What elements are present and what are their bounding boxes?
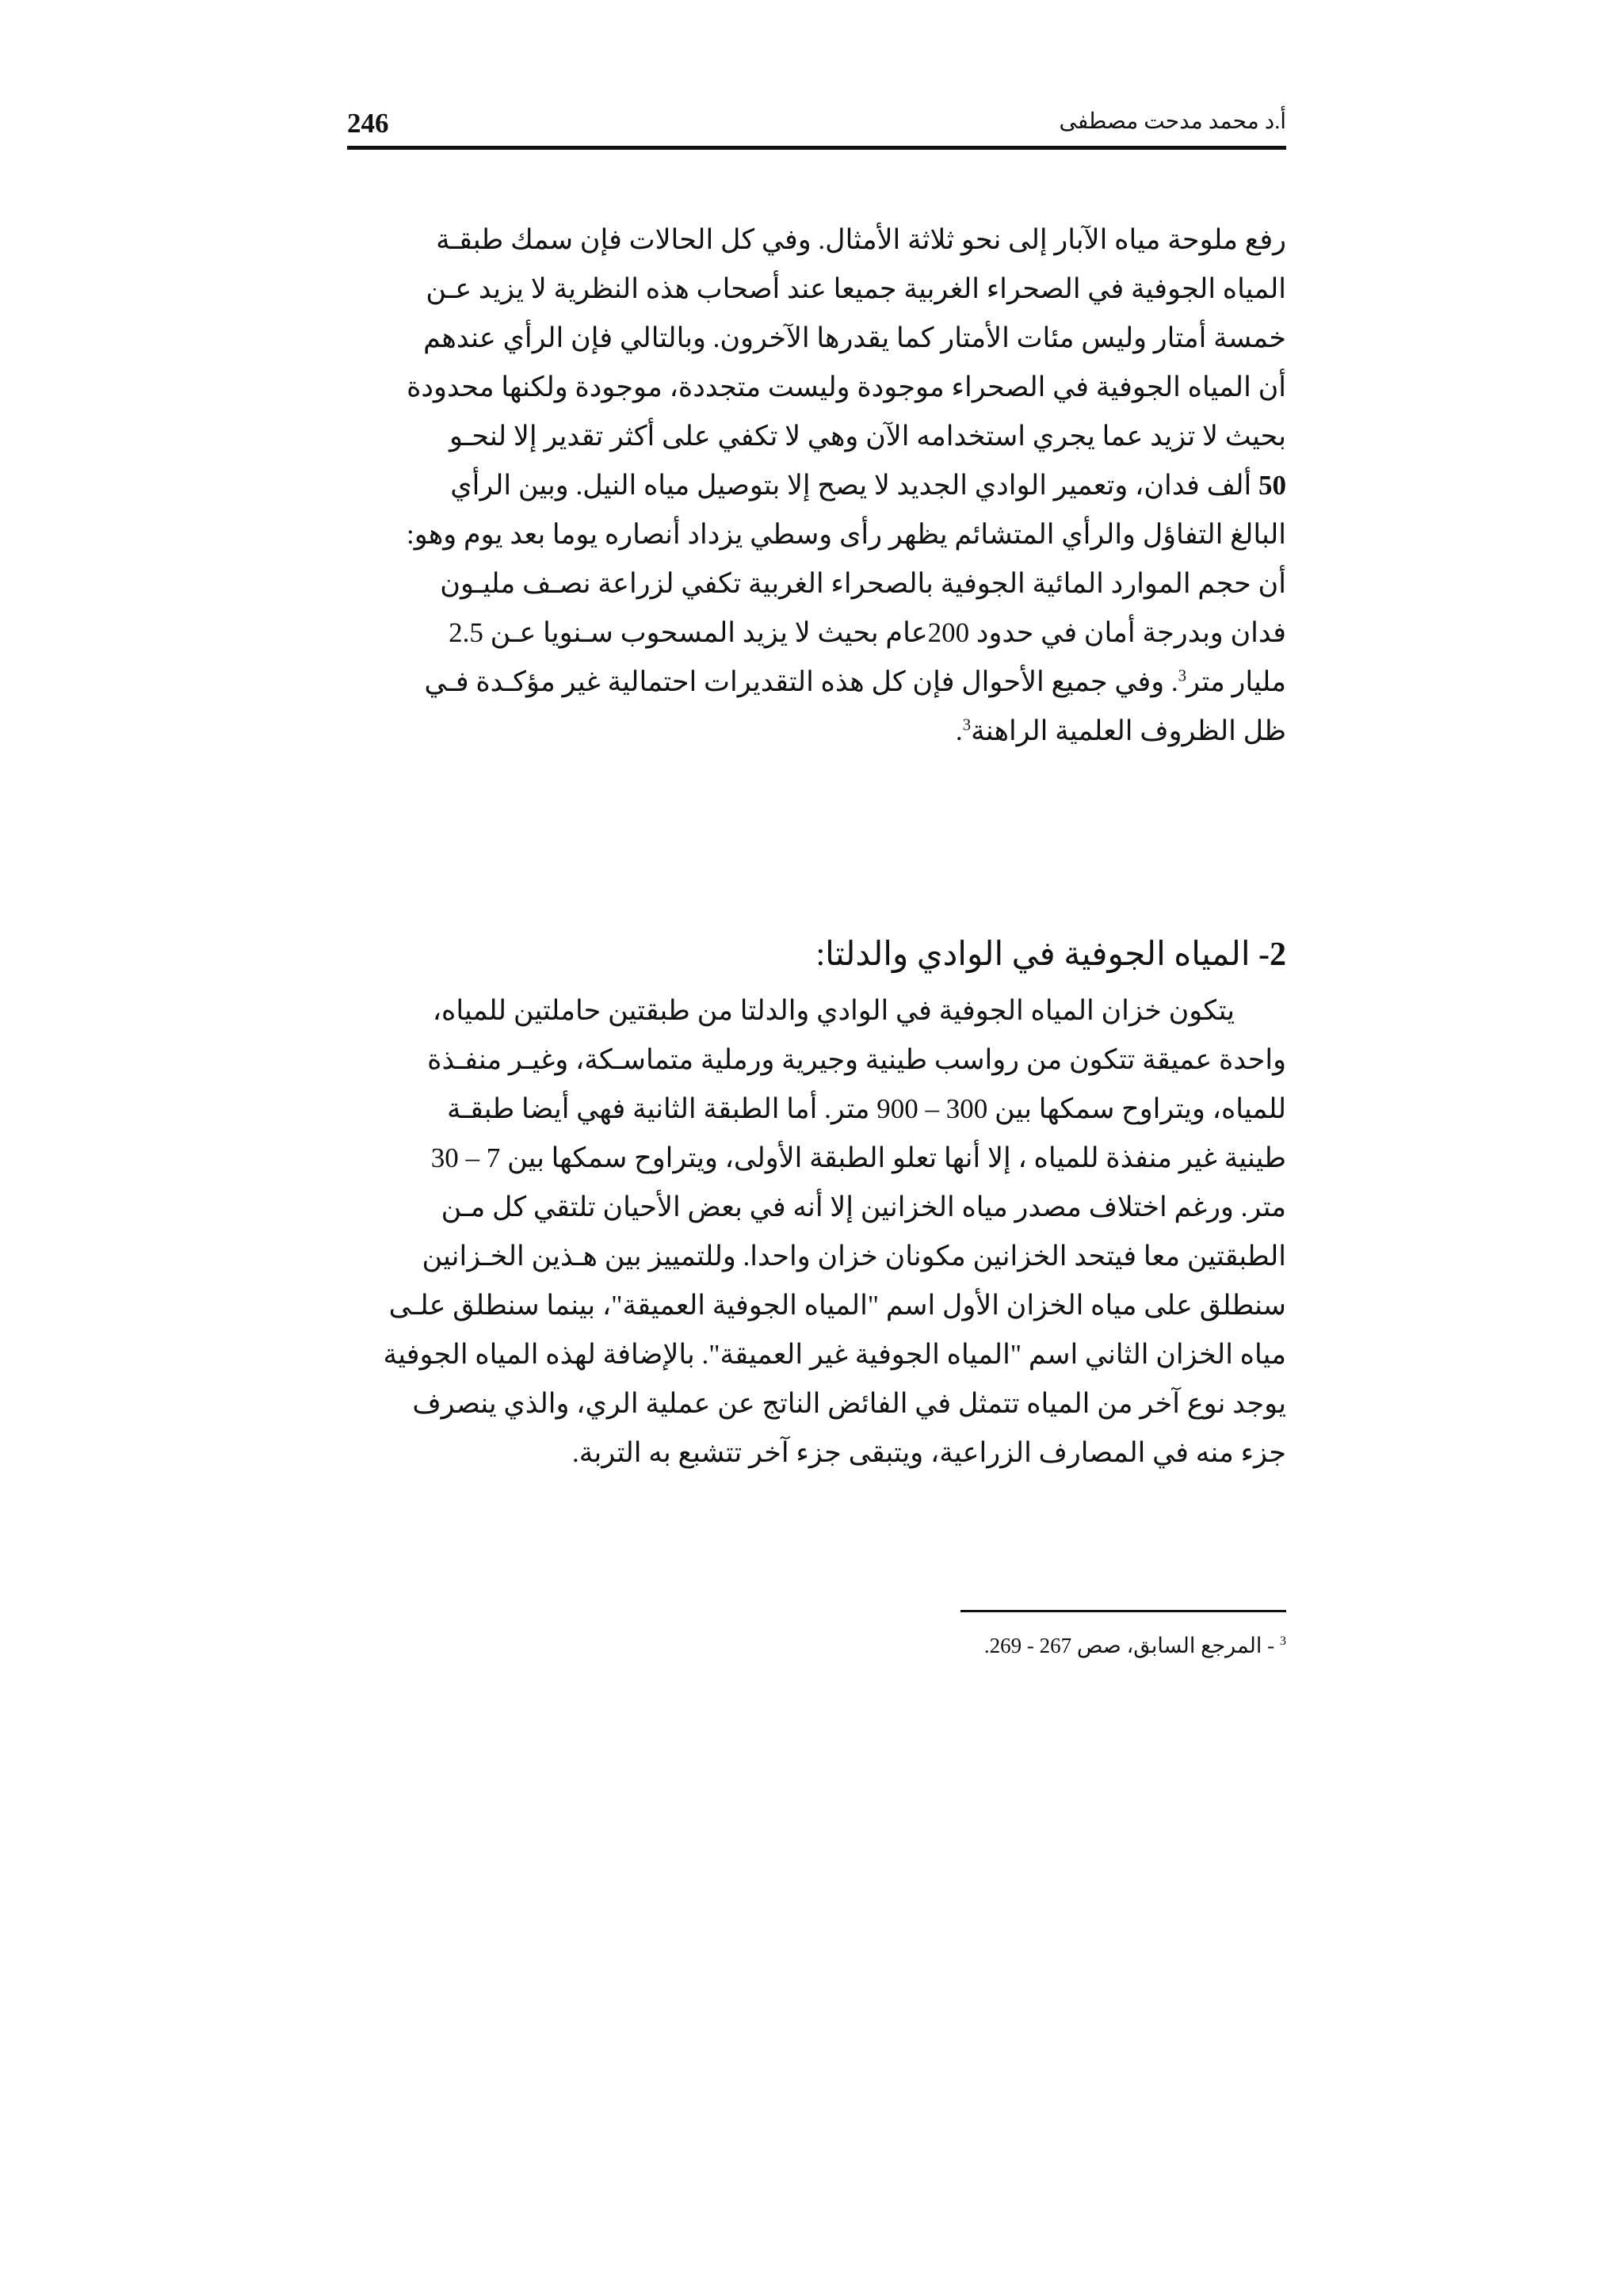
footnote: [347, 1626, 1286, 1665]
text-line: يتكون خزان المياه الجوفية في الوادي والدلتا من طبقتين حاملتين للمياه،: [432, 995, 1235, 1026]
text-line: مياه الخزان الثاني اسم "المياه الجوفية غير العميقة". بالإضافة لهذه المياه الجوفية: [383, 1339, 1286, 1370]
text-line: طينية غير منفذة للمياه ، إلا أنها تعلو الطبقة الأولى، ويتراوح سمكها بين 7 – 30: [430, 1142, 1286, 1173]
paragraph-groundwater-desert: [347, 215, 1286, 756]
text-line: يوجد نوع آخر من المياه تتمثل في الفائض الناتج عن عملية الري، والذي ينصرف: [412, 1388, 1286, 1419]
text-span: .: [955, 715, 963, 746]
page-number: 246: [347, 108, 389, 139]
text-line: أن المياه الجوفية في الصحراء موجودة وليست متجددة، موجودة ولكنها محدودة: [407, 372, 1286, 402]
running-header: [347, 101, 1286, 141]
text-line: [347, 658, 1286, 707]
footnote-ref: 3: [962, 715, 972, 734]
text-line: رفع ملوحة مياه الآبار إلى نحو ثلاثة الأمثال. وفي كل الحالات فإن سمك طبقـة: [436, 224, 1286, 255]
section-title: المياه الجوفية في الوادي والدلتا:: [815, 936, 1258, 973]
text-line: الطبقتين معا فيتحد الخزانين مكونان خزان واحدا. وللتمييز بين هـذين الخـزانين: [422, 1241, 1286, 1272]
text-span: . وفي جميع الأحوال فإن كل هذه التقديرات احتمالية غير مؤكـدة فـي: [424, 666, 1178, 697]
section-heading: [347, 927, 1286, 982]
paragraph-valley-delta: [347, 986, 1286, 1478]
text-span: مليار متر: [1186, 666, 1286, 697]
section-number: 2-: [1258, 936, 1286, 973]
text-line: سنطلق على مياه الخزان الأول اسم "المياه الجوفية العميقة"، بينما سنطلق علـى: [388, 1290, 1286, 1321]
text-line: للمياه، ويتراوح سمكها بين 300 – 900 متر. أما الطبقة الثانية فهي أيضا طبقـة: [447, 1093, 1286, 1124]
text-span: ألف فدان، وتعمير الوادي الجديد لا يصح إلا بتوصيل مياه النيل. وبين الرأي: [450, 470, 1252, 501]
text-line: فدان وبدرجة أمان في حدود 200عام بحيث لا يزيد المسحوب سـنويا عـن 2.5: [449, 617, 1286, 648]
footnote-text: - المرجع السابق، صص 267 - 269.: [983, 1634, 1280, 1657]
footnote-marker: 3: [1279, 1634, 1286, 1648]
running-title: أ.د محمد مدحت مصطفى: [1059, 109, 1286, 134]
text-line: [347, 461, 1286, 510]
text-line: متر. ورغم اختلاف مصدر مياه الخزانين إلا أنه في بعض الأحيان تلتقي كل مـن: [441, 1192, 1286, 1222]
text-line: البالغ التفاؤل والرأي المتشائم يظهر رأى وسطي يزداد أنصاره يوما بعد يوم وهو:: [407, 519, 1286, 550]
header-rule: [347, 146, 1286, 150]
text-line: أن حجم الموارد المائية الجوفية بالصحراء الغربية تكفي لزراعة نصـف مليـون: [440, 568, 1286, 599]
text-line: المياه الجوفية في الصحراء الغربية جميعا عند أصحاب هذه النظرية لا يزيد عـن: [426, 273, 1286, 304]
text-line: واحدة عميقة تتكون من رواسب طينية وجيرية ورملية متماسـكة، وغيـر منفـذة: [427, 1044, 1286, 1075]
footnote-ref: 3: [1178, 666, 1187, 685]
text-line: خمسة أمتار وليس مئات الأمتار كما يقدرها الآخرون. وبالتالي فإن الرأي عندهم: [423, 322, 1286, 353]
footnote-rule: [960, 1610, 1286, 1612]
text-line: بحيث لا تزيد عما يجري استخدامه الآن وهي لا تكفي على أكثر تقدير إلا لنحـو: [449, 421, 1286, 452]
bold-number: 50: [1258, 470, 1286, 501]
text-span: ظل الظروف العلمية الراهنة: [971, 715, 1286, 746]
text-line: [347, 707, 1286, 756]
text-line: جزء منه في المصارف الزراعية، ويتبقى جزء آخر تتشبع به التربة.: [572, 1437, 1286, 1468]
